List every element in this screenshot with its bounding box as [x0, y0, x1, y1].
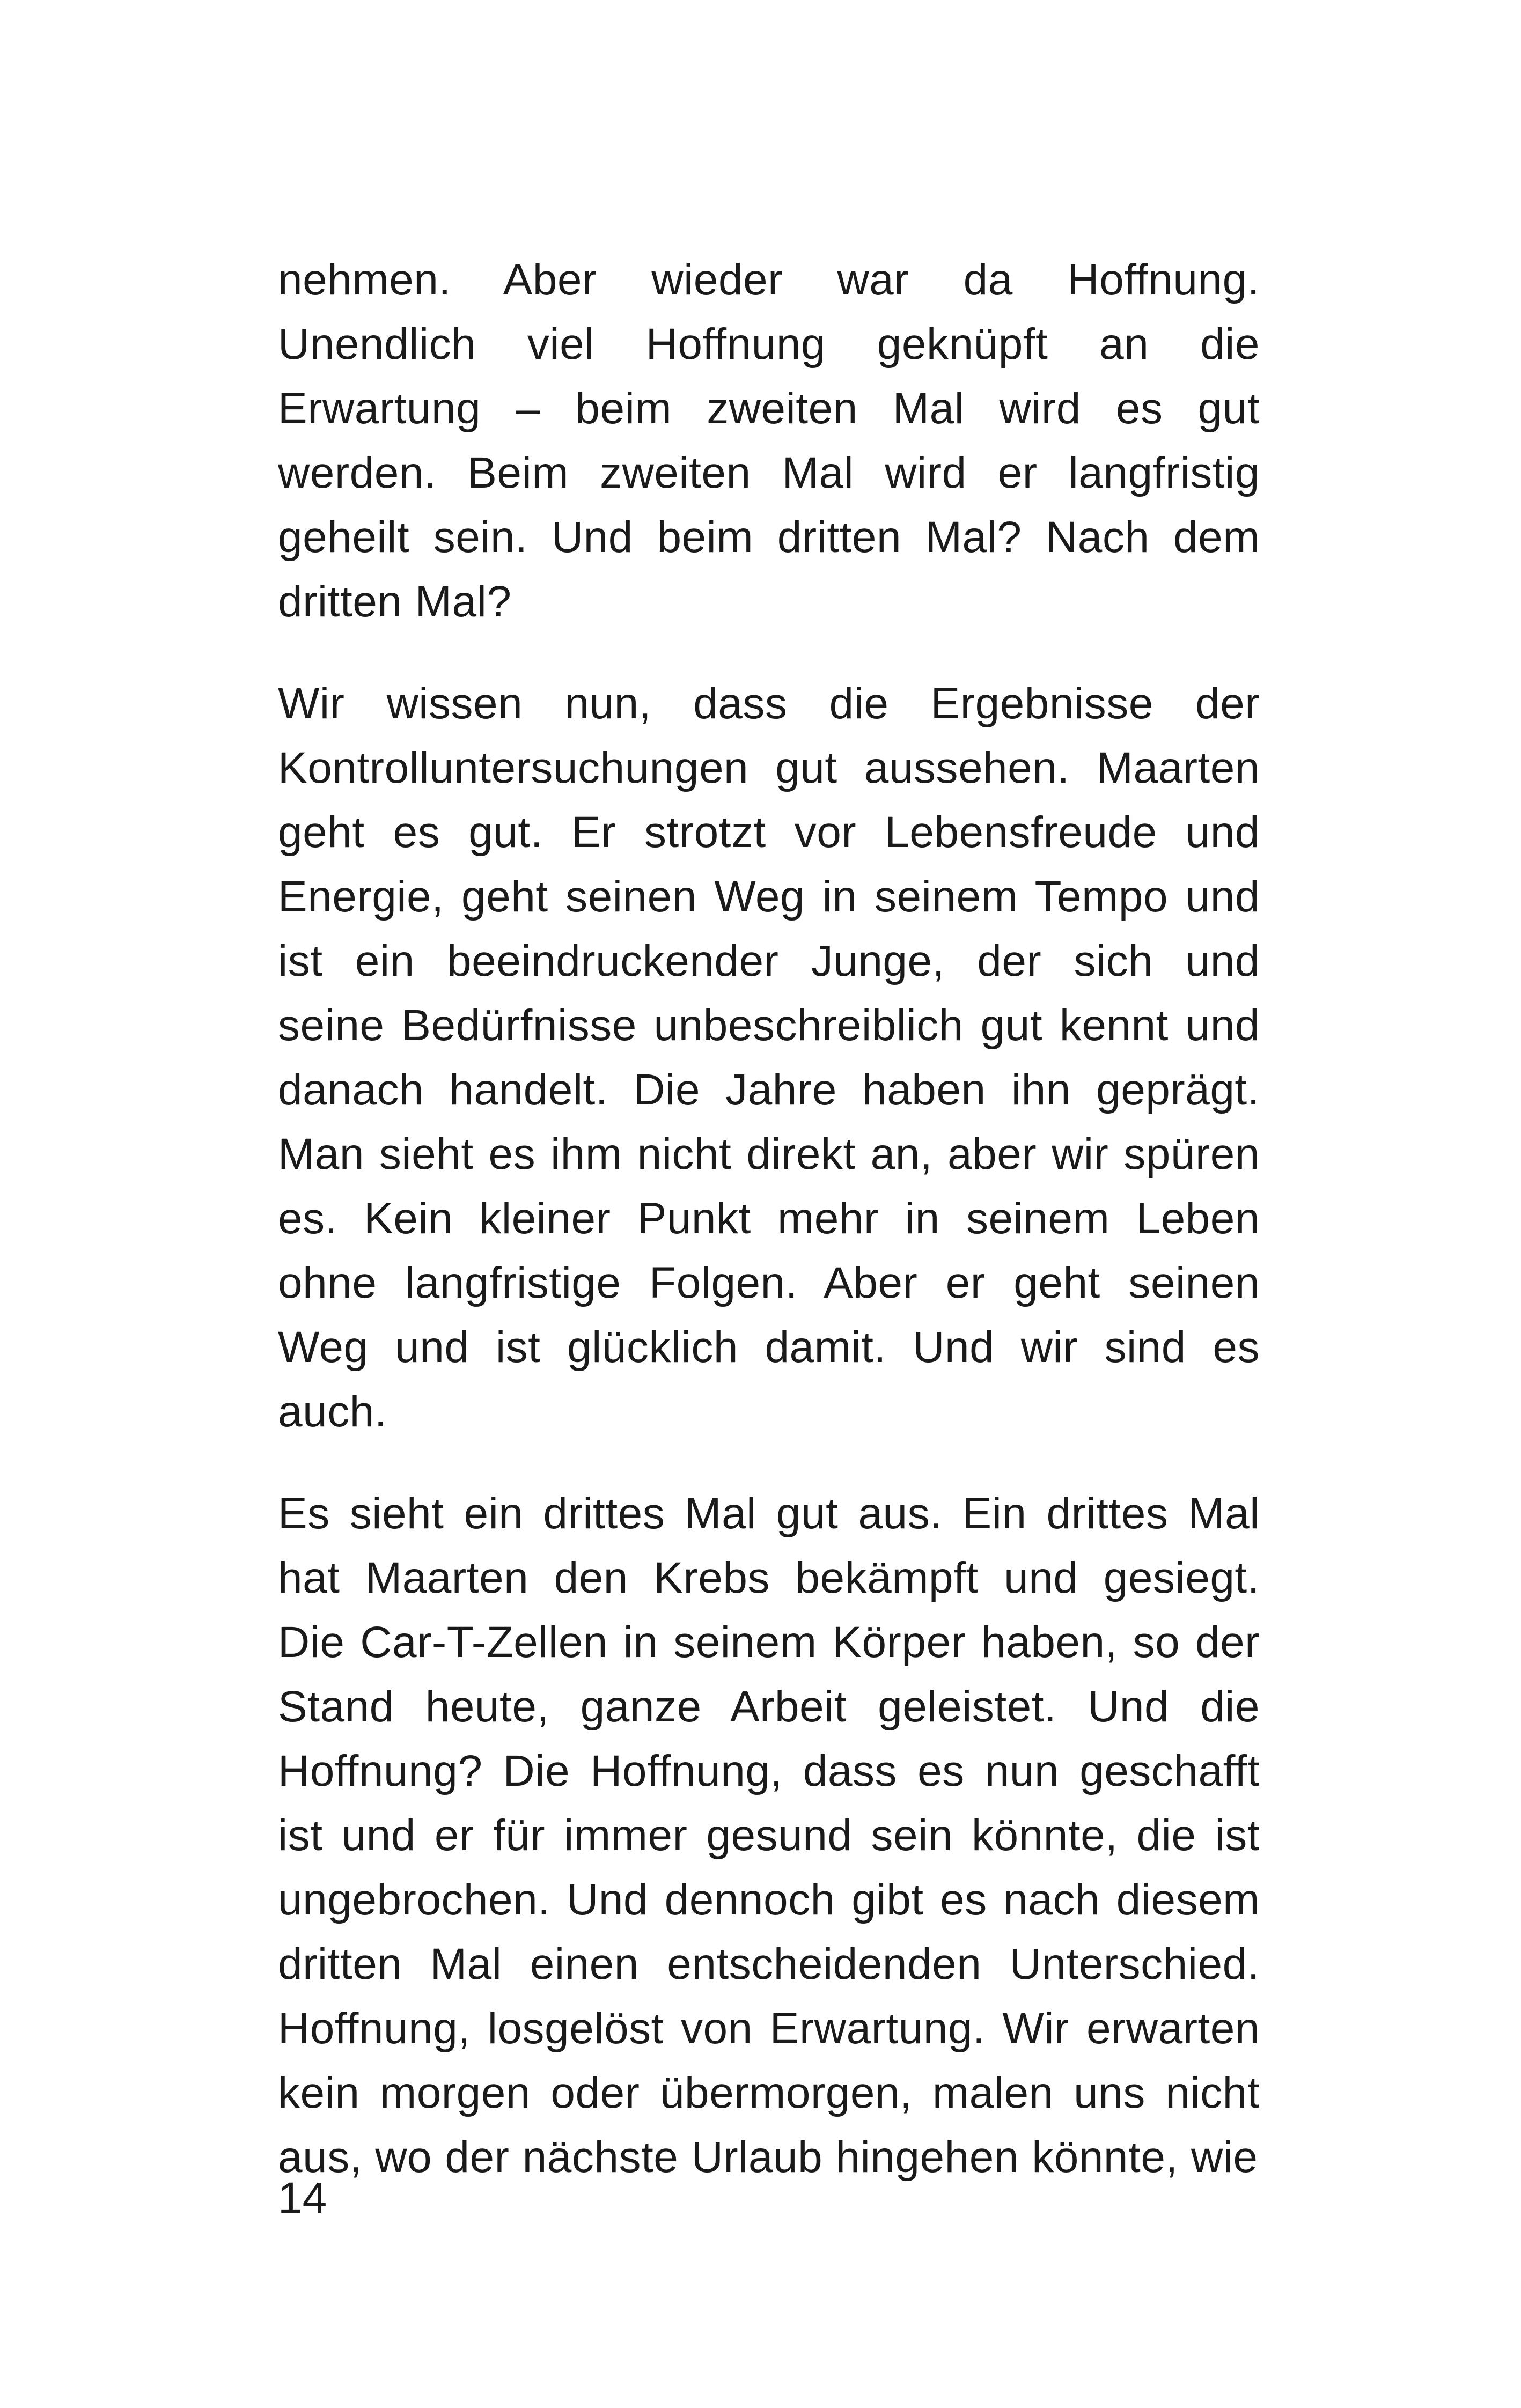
- paragraph-3: Es sieht ein drittes Mal gut aus. Ein drittes Mal hat Maarten den Krebs bekämpft und gesiegt. Die Car-T-Zellen in seinem Körper haben, so der Stand heute, ganze Arbeit geleistet. Und die Hoffnung? Die Hoffnung, dass es nun geschafft ist und er für immer gesund sein könnte, die ist ungebrochen. Und dennoch gibt es nach diesem dritten Mal einen entscheidenden Unterschied. Hoffnung, losgelöst von Erwartung. Wir erwarten kein morgen oder übermorgen, malen uns nicht aus, wo der nächste Urlaub hingehen könnte, wie: [278, 1489, 1260, 2182]
- page-number: 14: [278, 2174, 327, 2222]
- body-text: [278, 248, 1260, 2227]
- paragraph-1: nehmen. Aber wieder war da Hoffnung. Unendlich viel Hoffnung geknüpft an die Erwartung – beim zweiten Mal wird es gut werden. Beim zweiten Mal wird er langfristig geheilt sein. Und beim dritten Mal? Nach dem dritten Mal?: [278, 255, 1260, 626]
- paragraph-2: Wir wissen nun, dass die Ergebnisse der Kontrolluntersuchungen gut aussehen. Maarten geht es gut. Er strotzt vor Lebensfreude und Energie, geht seinen Weg in seinem Tempo und ist ein beeindruckender Junge, der sich und seine Bedürfnisse unbeschreiblich gut kennt und danach handelt. Die Jahre haben ihn geprägt. Man sieht es ihm nicht direkt an, aber wir spüren es. Kein kleiner Punkt mehr in seinem Leben ohne langfristige Folgen. Aber er geht seinen Weg und ist glücklich damit. Und wir sind es auch.: [278, 679, 1260, 1436]
